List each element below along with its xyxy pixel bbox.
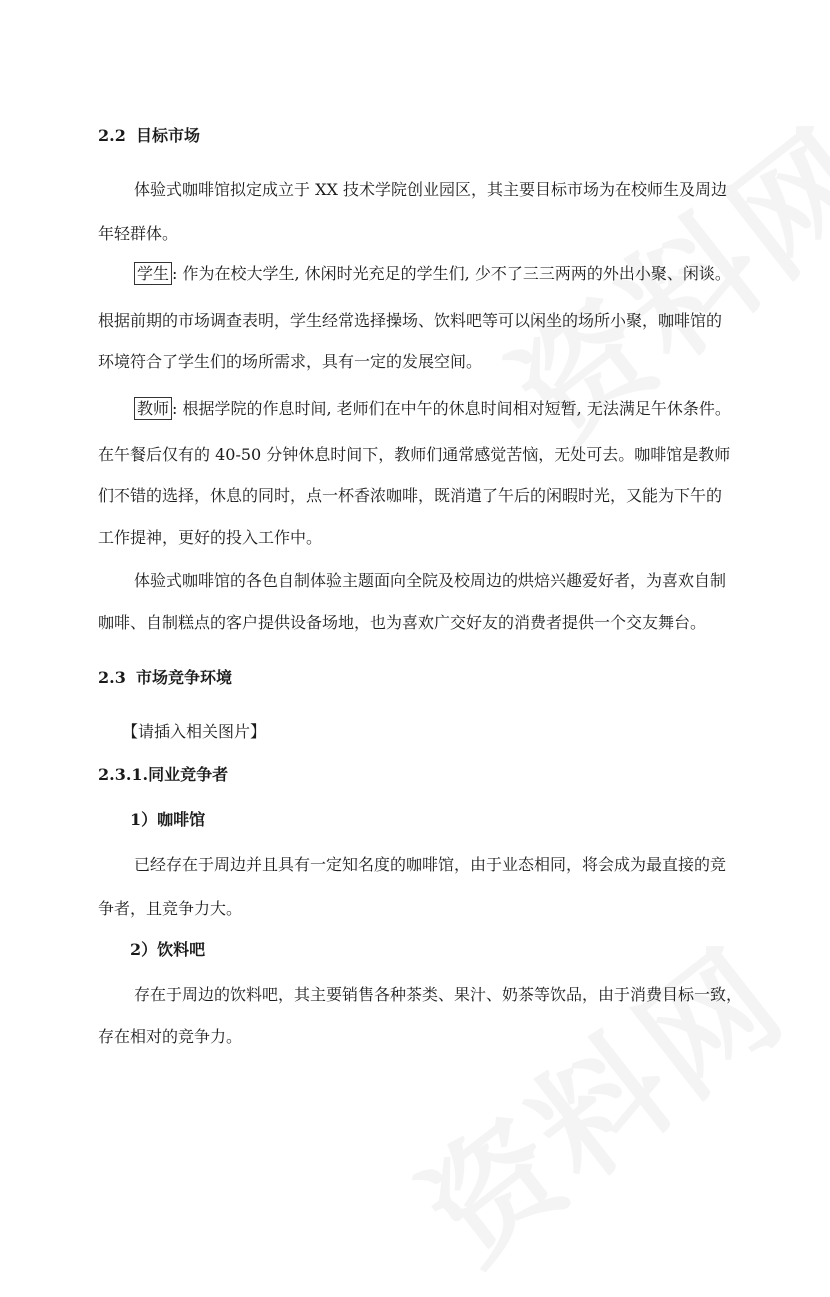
- section-heading-2-2: [98, 126, 200, 146]
- paragraph-line: 年轻群体。: [98, 224, 179, 243]
- section-number: 2.3: [98, 668, 126, 687]
- section-title: 市场竞争环境: [136, 668, 233, 687]
- paragraph-line: 根据前期的市场调查表明，学生经常选择操场、饮料吧等可以闲坐的场所小聚，咖啡馆的: [98, 311, 723, 330]
- paragraph-line: 已经存在于周边并且具有一定知名度的咖啡馆，由于业态相同，将会成为最直接的竞: [134, 855, 727, 874]
- teachers-label: 教师: [134, 397, 172, 420]
- cafe-heading: 1）咖啡馆: [130, 810, 206, 829]
- section-title: 目标市场: [136, 126, 201, 145]
- paragraph-text: : 作为在校大学生, 休闲时光充足的学生们, 少不了三三两两的外出小聚、闲谈。: [172, 264, 731, 283]
- paragraph-line: 工作提神，更好的投入工作中。: [98, 528, 323, 547]
- section-number: 2.2: [98, 126, 126, 145]
- watermark-bottom: [380, 899, 817, 1297]
- paragraph-line: 争者，且竞争力大。: [98, 899, 243, 918]
- paragraph-line: 们不错的选择，休息的同时，点一杯香浓咖啡，既消遣了午后的闲暇时光，又能为下午的: [98, 486, 723, 505]
- section-heading-2-3: [98, 668, 232, 688]
- image-placeholder-text: 【请插入相关图片】: [122, 722, 267, 741]
- paragraph-line: 体验式咖啡馆的各色自制体验主题面向全院及校周边的烘焙兴趣爱好者，为喜欢自制: [134, 571, 727, 590]
- students-paragraph-line: [134, 264, 731, 284]
- paragraph-line: 咖啡、自制糕点的客户提供设备场地，也为喜欢广交好友的消费者提供一个交友舞台。: [98, 613, 707, 632]
- paragraph-line: 存在相对的竞争力。: [98, 1027, 243, 1046]
- paragraph-line: 环境符合了学生们的场所需求，具有一定的发展空间。: [98, 352, 483, 371]
- students-label: 学生: [134, 262, 172, 285]
- paragraph-line: 存在于周边的饮料吧，其主要销售各种茶类、果汁、奶茶等饮品，由于消费目标一致，: [134, 985, 743, 1004]
- drinkbar-heading: 2）饮料吧: [130, 940, 206, 959]
- paragraph-line: 体验式咖啡馆拟定成立于 XX 技术学院创业园区，其主要目标市场为在校师生及周边: [134, 180, 727, 199]
- paragraph-text: : 根据学院的作息时间, 老师们在中午的休息时间相对短暂, 无法满足午休条件。: [172, 399, 731, 418]
- paragraph-line: 在午餐后仅有的 40-50 分钟休息时间下，教师们通常感觉苦恼，无处可去。咖啡馆是教师: [98, 445, 731, 464]
- teachers-paragraph-line: [134, 399, 731, 419]
- subsection-heading-2-3-1: 2.3.1.同业竞争者: [98, 765, 229, 784]
